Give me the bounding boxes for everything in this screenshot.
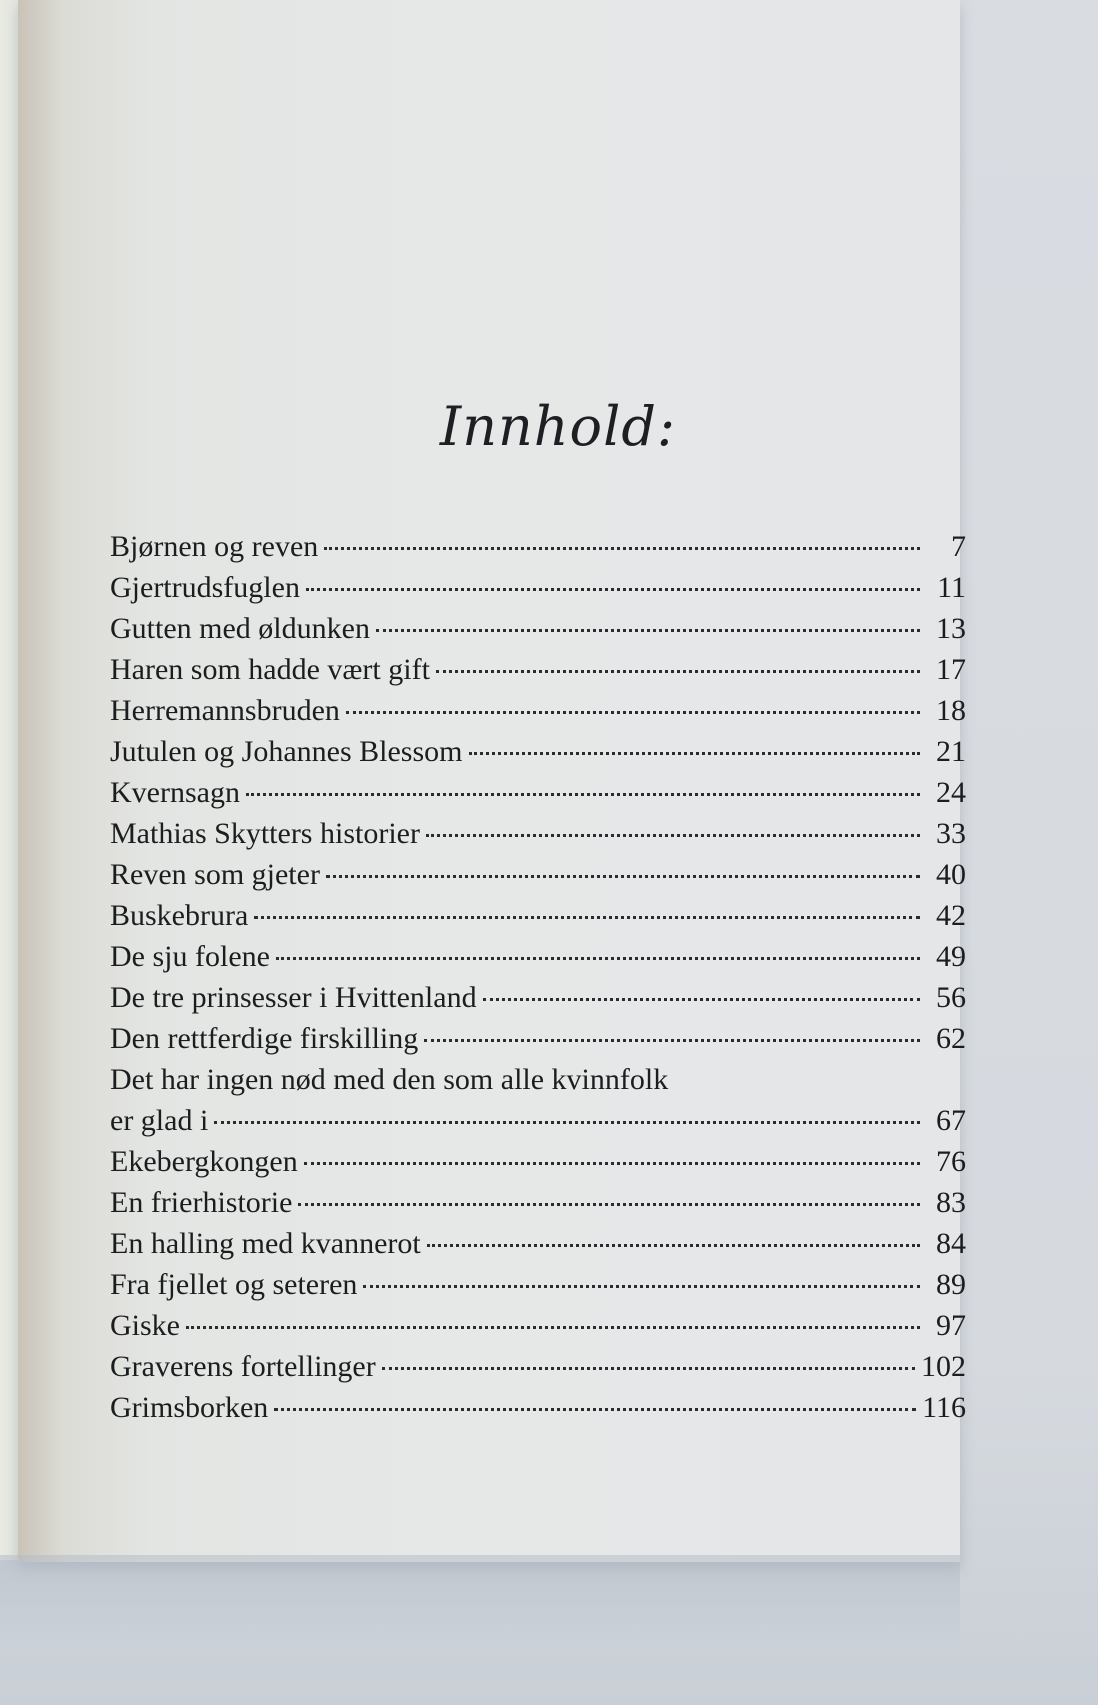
toc-entry-title: Bjørnen og reven	[110, 530, 319, 563]
toc-entry	[110, 1182, 966, 1223]
toc-entry-title: Buskebrura	[110, 899, 249, 932]
toc-entry-title: Fra fjellet og seteren	[110, 1268, 358, 1301]
toc-entry	[110, 608, 966, 649]
toc-entry-title: Jutulen og Johannes Blessom	[110, 735, 463, 768]
toc-entry	[110, 690, 966, 731]
toc-entry-title: Gjertrudsfuglen	[110, 571, 300, 604]
toc-entry-title: Grimsborken	[110, 1391, 269, 1424]
toc-entry-page: 97	[936, 1309, 966, 1342]
toc-entry-page: 24	[936, 776, 966, 809]
toc-entry-page: 49	[936, 940, 966, 973]
toc-entry	[110, 567, 966, 608]
toc-entry-title: Gutten med øldunken	[110, 612, 370, 645]
toc-entry-title: Den rettferdige firskilling	[110, 1022, 419, 1055]
dot-leader	[326, 875, 920, 878]
dot-leader	[483, 998, 920, 1001]
toc-entry	[110, 1346, 966, 1387]
toc-entry	[110, 1018, 966, 1059]
dot-leader	[363, 1285, 920, 1288]
toc-entry	[110, 649, 966, 690]
toc-entry-page: 84	[936, 1227, 966, 1260]
toc-entry	[110, 1223, 966, 1264]
dot-leader	[382, 1367, 915, 1370]
toc-entry-title-line2: er glad i	[110, 1104, 209, 1137]
toc-entry-page: 13	[936, 612, 966, 645]
book-page	[18, 0, 966, 1562]
toc-entry-page: 18	[936, 694, 966, 727]
toc-entry	[110, 854, 966, 895]
dot-leader	[324, 547, 920, 550]
dot-leader	[426, 834, 920, 837]
toc-entry-page: 17	[936, 653, 966, 686]
dot-leader	[246, 793, 920, 796]
toc-entry-title: Haren som hadde vært gift	[110, 653, 430, 686]
dot-leader	[298, 1203, 920, 1206]
page-title: Innhold:	[439, 395, 677, 458]
dot-leader	[276, 957, 920, 960]
toc-entry-page: 11	[937, 571, 966, 604]
toc-entry	[110, 1305, 966, 1346]
dot-leader	[346, 711, 920, 714]
toc-entry	[110, 526, 966, 567]
dot-leader	[469, 752, 921, 755]
toc-entry	[110, 977, 966, 1018]
toc-entry-title: Kvernsagn	[110, 776, 240, 809]
dot-leader	[436, 670, 920, 673]
dot-leader	[214, 1121, 920, 1124]
toc-entry-page: 33	[936, 817, 966, 850]
toc-entry-title: Ekebergkongen	[110, 1145, 298, 1178]
toc-entry-title: Reven som gjeter	[110, 858, 320, 891]
toc-entry-page: 40	[936, 858, 966, 891]
toc-entry	[110, 772, 966, 813]
toc-entry-title: En frierhistorie	[110, 1186, 293, 1219]
toc-entry-title: En halling med kvannerot	[110, 1227, 421, 1260]
toc-entry-title: Mathias Skytters historier	[110, 817, 420, 850]
toc-entry-page: 7	[951, 530, 966, 563]
dot-leader	[254, 916, 920, 919]
toc-entry-page: 67	[936, 1104, 966, 1137]
dot-leader	[376, 629, 920, 632]
table-of-contents	[110, 526, 966, 1428]
toc-entry-page: 89	[936, 1268, 966, 1301]
toc-entry-title-line1: Det har ingen nød med den som alle kvinnfolk	[110, 1063, 669, 1096]
toc-entry	[110, 1264, 966, 1305]
toc-entry	[110, 1387, 966, 1428]
dot-leader	[306, 588, 920, 591]
toc-entry-title: Herremannsbruden	[110, 694, 340, 727]
dot-leader	[424, 1039, 920, 1042]
toc-entry-title: Graverens fortellinger	[110, 1350, 376, 1383]
toc-entry	[110, 895, 966, 936]
toc-entry-page: 83	[936, 1186, 966, 1219]
dot-leader	[427, 1244, 920, 1247]
toc-entry	[110, 731, 966, 772]
toc-entry	[110, 813, 966, 854]
dot-leader	[186, 1326, 920, 1329]
dot-leader	[274, 1408, 916, 1411]
page-shadow	[0, 1555, 960, 1705]
toc-entry	[110, 1141, 966, 1182]
toc-entry-page: 42	[936, 899, 966, 932]
toc-entry-page: 56	[936, 981, 966, 1014]
toc-entry-title: De tre prinsesser i Hvittenland	[110, 981, 477, 1014]
toc-entry-title: Giske	[110, 1309, 180, 1342]
toc-entry-page: 62	[936, 1022, 966, 1055]
toc-entry	[110, 1059, 966, 1141]
toc-entry-page: 102	[921, 1350, 966, 1383]
toc-entry-page: 21	[936, 735, 966, 768]
dot-leader	[304, 1162, 920, 1165]
toc-entry	[110, 936, 966, 977]
toc-entry-page: 116	[922, 1391, 966, 1424]
toc-entry-page: 76	[936, 1145, 966, 1178]
toc-entry-title: De sju folene	[110, 940, 270, 973]
